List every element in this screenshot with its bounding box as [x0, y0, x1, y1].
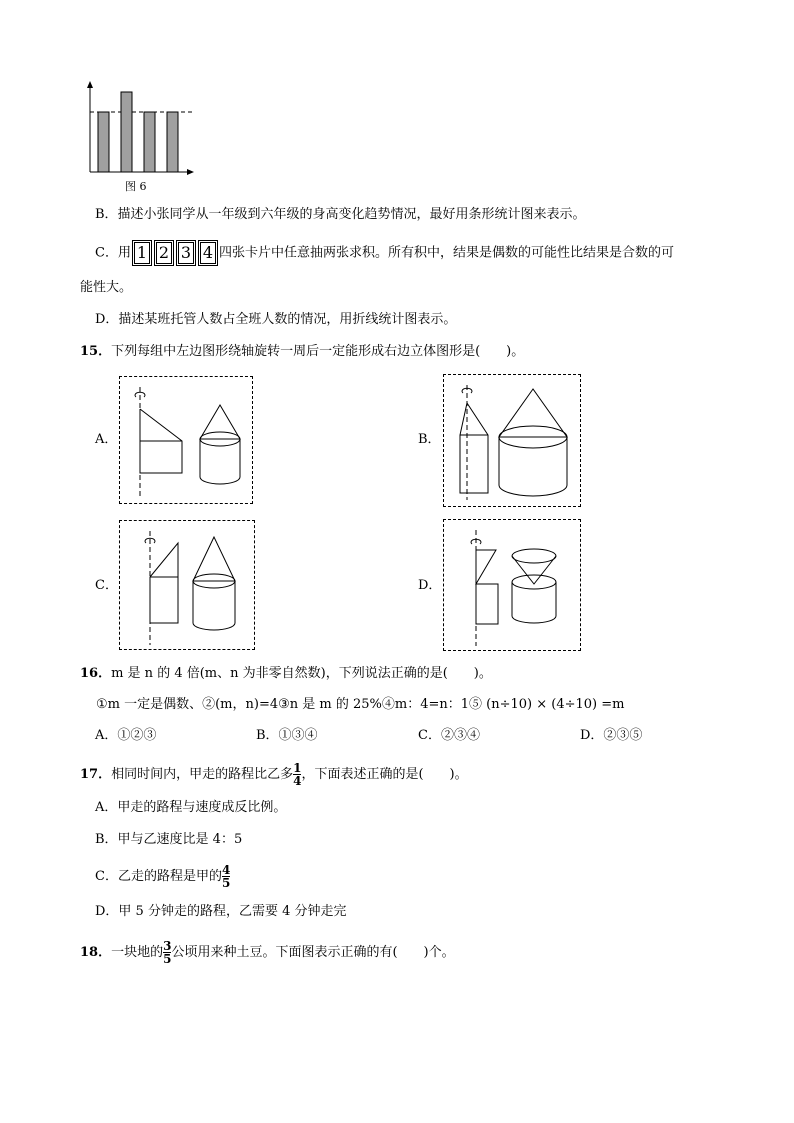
q18-text-prefix: 一块地的: [111, 945, 164, 960]
q15-option-b-figure: [443, 374, 581, 507]
q16-stem: [80, 664, 492, 684]
q18-number: 18．: [80, 945, 112, 960]
figure-6-bar: [167, 112, 178, 172]
q17-text-suffix: ，下面表述正确的是( )。: [301, 767, 468, 782]
q14-option-b: B．描述小张同学从一年级到六年级的身高变化趋势情况，最好用条形统计图来表示。: [95, 207, 586, 222]
q14-option-c-suffix: 四张卡片中任意抽两张求积。所有积中，结果是偶数的可能性比结果是合数的可: [218, 245, 674, 261]
q15-option-a-figure: [119, 376, 253, 504]
card-4: 4: [200, 242, 216, 264]
q17-option-c-fraction: [222, 864, 230, 889]
figure-6-bar: [121, 92, 132, 172]
q15-option-b-label: B．: [418, 432, 441, 447]
figure-6-bar: [98, 112, 109, 172]
q17-option-c-denominator: 5: [221, 876, 231, 890]
q16-option-b: B．①③④: [256, 728, 318, 743]
q15-option-a-label: A．: [95, 432, 118, 447]
card-1: 1: [134, 242, 150, 264]
q16-text: m 是 n 的 4 倍(m、n 为非零自然数)，下列说法正确的是( )。: [111, 666, 492, 681]
q18-fraction-numerator: 3: [163, 939, 172, 953]
card-2: 2: [156, 242, 172, 264]
q16-option-a: A．①②③: [95, 728, 157, 743]
q18-text-suffix: 公顷用来种土豆。下面图表示正确的有( )个。: [171, 945, 455, 960]
q14-option-c-prefix: C．用: [95, 245, 131, 261]
y-axis-arrow-icon: [87, 81, 93, 88]
q17-fraction-denominator: 4: [293, 774, 302, 788]
figure-6-chart: [84, 80, 196, 176]
q15-stem: [80, 342, 524, 362]
q15-option-d-label: D．: [418, 578, 442, 593]
q17-option-c-prefix: C．乙走的路程是甲的: [95, 869, 222, 884]
q17-option-a: A．甲走的路程与速度成反比例。: [95, 800, 287, 815]
q15-number: 15．: [80, 344, 112, 359]
q17-fraction-numerator: 1: [293, 761, 302, 775]
q17-option-c: [95, 864, 230, 889]
q16-option-c: C．②③④: [418, 728, 480, 743]
q16-statements: ①m 一定是偶数、②(m，n)=4③n 是 m 的 25%④m：4=n：1⑤ (n÷10) × (4÷10) =m: [96, 697, 625, 712]
q17-stem: [80, 762, 468, 787]
q14-option-d: D．描述某班托管人数占全班人数的情况，用折线统计图表示。: [95, 312, 457, 327]
q15-text: 下列每组中左边图形绕轴旋转一周后一定能形成右边立体图形是( )。: [111, 344, 525, 359]
figure-6-svg: [84, 80, 196, 176]
q16-number: 16．: [80, 666, 112, 681]
q14-option-c: [95, 242, 674, 264]
q15-option-d-figure: [443, 519, 581, 651]
q15-option-c-figure: [119, 520, 255, 650]
q18-fraction-denominator: 5: [163, 952, 172, 966]
q15-option-c-label: C．: [95, 578, 118, 593]
q16-option-d: D．②③⑤: [580, 728, 643, 743]
q18-stem: [80, 940, 455, 965]
x-axis-arrow-icon: [187, 169, 194, 175]
q17-option-c-numerator: 4: [221, 863, 231, 877]
q17-number: 17．: [80, 767, 112, 782]
figure-6-caption: 图 6: [125, 180, 147, 193]
q17-option-d: D．甲 5 分钟走的路程，乙需要 4 分钟走完: [95, 904, 347, 919]
q14-option-c-line2: 能性大。: [80, 280, 133, 295]
q17-text-prefix: 相同时间内，甲走的路程比乙多: [111, 767, 294, 782]
q17-option-b: B．甲与乙速度比是 4：5: [95, 832, 243, 847]
card-3: 3: [178, 242, 194, 264]
figure-6-bar: [144, 112, 155, 172]
